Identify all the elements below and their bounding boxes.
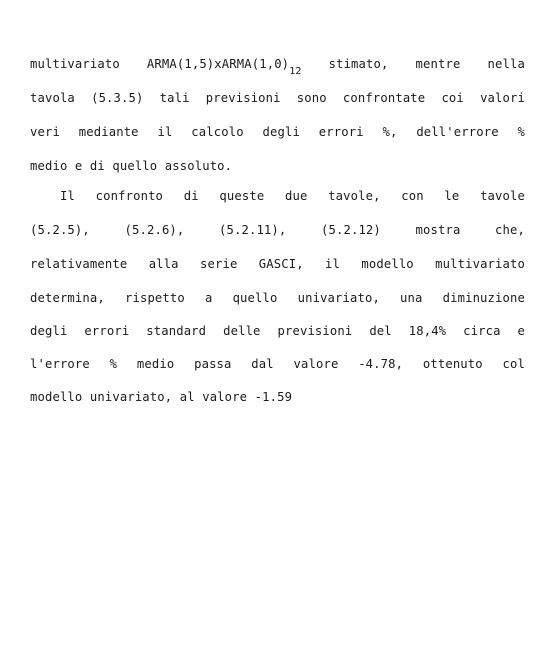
text-line-10: l'errore % medio passa dal valore -4.78, ottenuto col [30,357,525,371]
text-line-1 [30,54,525,77]
text-line-8: determina, rispetto a quello univariato, una diminuzione [30,291,525,305]
text-line-4: medio e di quello assoluto. [30,159,233,173]
text-line-1-start: multivariato ARMA(1,5)xARMA(1,0) [30,57,290,71]
text-line-7: relativamente alla serie GASCI, il modello multivariato [30,257,525,271]
text-line-9: degli errori standard delle previsioni del 18,4% circa e [30,324,525,338]
text-line-3: veri mediante il calcolo degli errori %, dell'errore % [30,125,525,139]
subscript-12: 12 [289,66,302,77]
text-line-1-end: stimato, mentre nella [328,57,525,71]
text-line-2: tavola (5.3.5) tali previsioni sono confrontate coi valori [30,91,525,105]
text-line-11: modello univariato, al valore -1.59 [30,390,293,404]
text-line-6: (5.2.5), (5.2.6), (5.2.11), (5.2.12) mostra che, [30,223,525,237]
text-line-5: Il confronto di queste due tavole, con le tavole [60,189,525,203]
